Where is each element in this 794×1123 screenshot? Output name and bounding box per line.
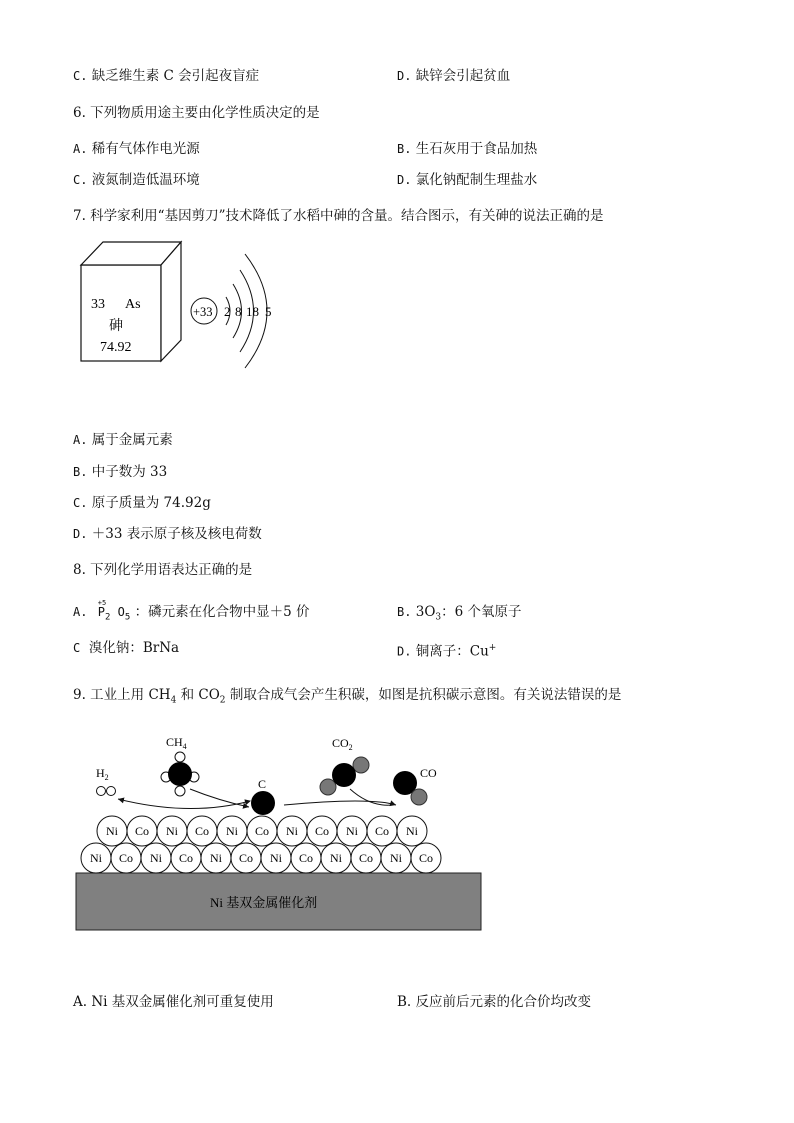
option-letter: B. <box>73 465 88 479</box>
q6-option-c <box>73 171 200 189</box>
q9-option-b: B. 反应前后元素的化合价均改变 <box>397 994 592 1010</box>
co-oxygen <box>411 789 427 805</box>
option-letter: A. <box>73 142 88 156</box>
option-text: 属于金属元素 <box>91 432 173 448</box>
option-text: 缺乏维生素 C 会引起夜盲症 <box>91 68 260 84</box>
stem-sub: 4 <box>170 695 177 706</box>
q8-option-c <box>73 639 179 657</box>
element-name: 砷 <box>109 319 123 334</box>
option-letter: D. <box>73 527 88 541</box>
q7-option-b <box>73 463 167 481</box>
atom-row-top <box>97 816 427 846</box>
surface-atom-label: Co <box>298 851 314 865</box>
surface-atom-label: Ni <box>210 851 222 865</box>
surface-atom-label: Co <box>254 824 270 838</box>
q9-option-a: A. Ni 基双金属催化剂可重复使用 <box>73 994 274 1010</box>
option-text: 原子质量为 74.92g <box>91 495 211 511</box>
atomic-number: 33 <box>91 297 105 312</box>
surface-atom-label: Ni <box>406 824 418 838</box>
q5-option-c <box>73 67 259 85</box>
q7-option-c <box>73 494 211 512</box>
q7-option-d <box>73 525 262 543</box>
co2-oxygen <box>320 779 336 795</box>
atomic-mass: 74.92 <box>100 340 132 355</box>
ch4-carbon <box>168 762 192 786</box>
option-text: 溴化钠：BrNa <box>88 640 180 656</box>
surface-atom-label: Co <box>194 824 210 838</box>
ch4-hydrogen <box>175 752 185 762</box>
option-text: ：6 个氧原子 <box>441 604 522 620</box>
q8-option-a <box>73 599 310 626</box>
shell-electrons-2: 8 <box>235 304 242 319</box>
option-text: 生石灰用于食品加热 <box>415 141 538 157</box>
formula-p-sub: 2 <box>104 612 111 623</box>
q6-option-b <box>397 140 537 158</box>
q6-option-d <box>397 171 537 189</box>
surface-atom-label: Co <box>134 824 150 838</box>
q7-option-a <box>73 431 173 449</box>
surface-atom-label: Ni <box>106 824 118 838</box>
option-letter: C <box>73 641 81 655</box>
h2-label: $H_2$ <box>96 766 109 782</box>
surface-atom-label: Ni <box>390 851 402 865</box>
q8-stem: 8. 下列化学用语表达正确的是 <box>73 562 253 578</box>
option-letter: A. <box>73 605 88 619</box>
ch4-hydrogen <box>175 786 185 796</box>
formula-o: O <box>117 605 125 619</box>
catalyst-label: Ni 基双金属催化剂 <box>210 895 318 910</box>
h2-atom <box>97 787 106 796</box>
q6-stem: 6. 下列物质用途主要由化学性质决定的是 <box>73 105 320 121</box>
option-text: 稀有气体作电光源 <box>91 141 200 157</box>
option-text: ：磷元素在化合物中显＋5 价 <box>134 604 310 620</box>
option-letter: C. <box>73 173 88 187</box>
surface-atom-label: Co <box>418 851 434 865</box>
shell-electrons-4: 5 <box>265 304 272 319</box>
option-letter: D. <box>397 173 412 187</box>
surface-atom-label: Ni <box>330 851 342 865</box>
co2-oxygen <box>353 757 369 773</box>
option-letter: B. <box>397 605 412 619</box>
element-symbol: As <box>125 297 141 312</box>
formula-o-sub: 5 <box>124 612 131 623</box>
option-letter: B. <box>397 142 412 156</box>
surface-atom-label: Co <box>118 851 134 865</box>
nucleus-charge: +33 <box>193 305 213 319</box>
surface-atom-label: Co <box>358 851 374 865</box>
q5-option-d <box>397 67 510 85</box>
option-text: ＋33 表示原子核及核电荷数 <box>91 526 262 542</box>
q7-stem: 7. 科学家利用“基因剪刀”技术降低了水稻中砷的含量。结合图示，有关砷的说法正确的是 <box>73 208 604 224</box>
option-text: 中子数为 33 <box>91 464 168 480</box>
surface-atom-label: Ni <box>166 824 178 838</box>
surface-atom-label: Co <box>374 824 390 838</box>
p2o5-formula <box>97 599 131 626</box>
option-text: 铜离子：Cu <box>415 643 489 660</box>
q6-option-a <box>73 140 200 158</box>
stem-part: 制取合成气会产生积碳，如图是抗积碳示意图。有关说法错误的是 <box>225 687 622 703</box>
option-letter: C. <box>73 69 88 83</box>
q9-stem <box>73 686 621 710</box>
option-text: 液氮制造低温环境 <box>91 172 200 188</box>
surface-atom-label: Co <box>178 851 194 865</box>
carbon-atom <box>251 791 275 815</box>
ozone-formula: 3O <box>415 604 436 620</box>
co-label: CO <box>420 766 437 780</box>
stem-part: 9. 工业上用 CH <box>73 687 171 703</box>
q8-option-b <box>397 603 522 627</box>
stem-part: 和 CO <box>176 687 220 703</box>
ch4-label: $CH_4$ <box>166 735 187 751</box>
co2-carbon <box>332 763 356 787</box>
anti-carbon-diagram <box>0 725 500 940</box>
shell-electrons-1: 2 <box>224 304 231 319</box>
q8-option-d <box>397 639 496 661</box>
surface-atom-label: Ni <box>346 824 358 838</box>
ion-charge: + <box>488 643 497 653</box>
arrow-ch4-to-c <box>190 789 249 807</box>
surface-atom-label: Co <box>238 851 254 865</box>
option-letter: A. <box>73 433 88 447</box>
stem-sub: 2 <box>219 695 226 706</box>
surface-atom-label: Ni <box>226 824 238 838</box>
surface-atom-label: Ni <box>90 851 102 865</box>
surface-atom-label: Ni <box>150 851 162 865</box>
arrow-ch4-to-h2 <box>118 799 250 809</box>
option-text: 氯化钠配制生理盐水 <box>415 172 538 188</box>
option-letter: D. <box>397 69 412 83</box>
option-letter: C. <box>73 496 88 510</box>
option-letter: D. <box>397 644 412 659</box>
surface-atom-label: Ni <box>270 851 282 865</box>
h2-atom <box>107 787 116 796</box>
surface-atom-label: Co <box>314 824 330 838</box>
surface-atom-label: Ni <box>286 824 298 838</box>
shell-electrons-3: 18 <box>246 304 259 319</box>
atom-row-bottom <box>81 843 441 873</box>
option-text: 缺锌会引起贫血 <box>415 68 511 84</box>
formula-p: P <box>97 605 105 619</box>
ozone-sub: 3 <box>435 612 442 623</box>
arsenic-figure <box>75 240 285 375</box>
co2-label: $CO_2$ <box>332 736 353 752</box>
valence-mark: +5 <box>97 599 107 607</box>
c-label: C <box>258 777 267 791</box>
